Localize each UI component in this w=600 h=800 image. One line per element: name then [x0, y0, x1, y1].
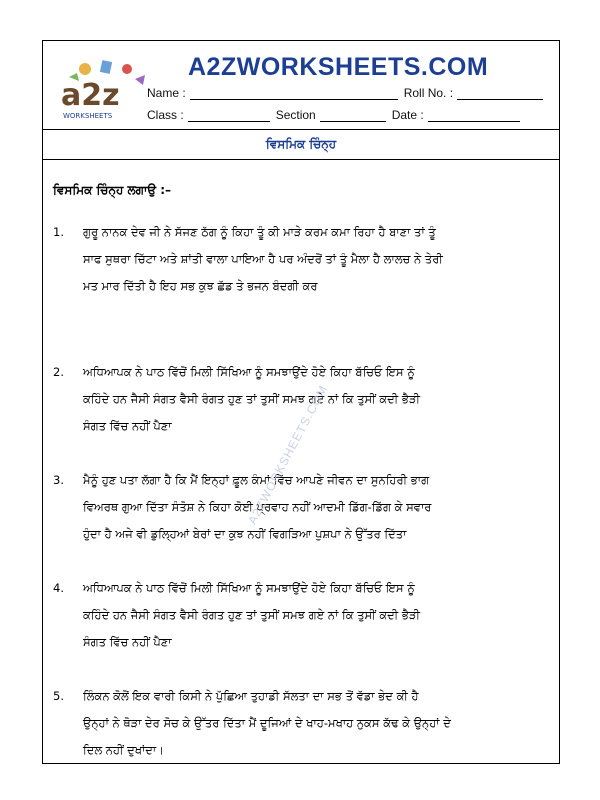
- question-line: ਕਹਿੰਦੇ ਹਨ ਜੈਸੀ ਸੰਗਤ ਵੈਸੀ ਰੰਗਤ ਹੁਣ ਤਾਂ ਤੁਸੀਂ ਸਮਝ ਗਏ ਨਾਂ ਕਿ ਤੁਸੀਂ ਕਦੀ ਭੈੜੀ: [83, 392, 420, 406]
- watermark: A2ZWORKSHEETS.COM: [245, 382, 331, 527]
- name-roll-row: [147, 86, 549, 100]
- roll-field[interactable]: [457, 88, 543, 100]
- site-brand: A2ZWORKSHEETS.COM: [188, 53, 489, 81]
- date-field[interactable]: [428, 110, 520, 122]
- question-line: ਹੁੰਦਾ ਹੈ ਅਜੇ ਵੀ ਡੁਲ੍ਹਿਆਂ ਬੇਰਾਂ ਦਾ ਕੁਝ ਨਹੀਂ ਵਿਗੜਿਆ ਪੁਸ਼ਪਾ ਨੇ ਉੱਤਰ ਦਿੱਤਾ: [83, 527, 407, 541]
- name-field[interactable]: [190, 88, 398, 100]
- question-line: ਲਿੰਕਨ ਕੋਲੋਂ ਇਕ ਵਾਰੀ ਕਿਸੀ ਨੇ ਪੁੱਛਿਆ ਤੁਹਾਡੀ ਸੱਲਤਾ ਦਾ ਸਭ ਤੋਂ ਵੱਡਾ ਭੇਦ ਕੀ ਹੈ: [83, 689, 419, 703]
- class-field[interactable]: [188, 110, 270, 122]
- question-line: ਉਨ੍ਹਾਂ ਨੇ ਥੋੜਾ ਦੇਰ ਸੋਚ ਕੇ ਉੱਤਰ ਦਿੱਤਾ ਮੈਂ ਦੂਜਿਆਂ ਦੇ ਖਾਹ-ਮਖਾਹ ਨੁਕਸ ਕੱਢ ਕੇ ਉਨ੍ਹਾਂ ਦੇ: [83, 716, 451, 730]
- question-1: [53, 219, 545, 300]
- section-field[interactable]: [320, 110, 386, 122]
- question-line: ਅਧਿਆਪਕ ਨੇ ਪਾਠ ਵਿੱਚੋਂ ਮਿਲੀ ਸਿੱਖਿਆ ਨੂੰ ਸਮਝਾਉਂਦੇ ਹੋਏ ਕਿਹਾ ਬੱਚਿਓ ਇਸ ਨੂੰ: [83, 581, 415, 595]
- class-section-date-row: [147, 108, 526, 122]
- worksheet: [42, 40, 560, 764]
- question-line: ਮੈਨੂੰ ਹੁਣ ਪਤਾ ਲੱਗਾ ਹੈ ਕਿ ਮੈਂ ਇਨ੍ਹਾਂ ਫ਼ੂਲ ਕੰਮਾਂ ਵਿੱਚ ਆਪਣੇ ਜੀਵਨ ਦਾ ਸੁਨਹਿਰੀ ਭਾਗ: [83, 473, 430, 487]
- question-line: ਅਧਿਆਪਕ ਨੇ ਪਾਠ ਵਿੱਚੋਂ ਮਿਲੀ ਸਿੱਖਿਆ ਨੂੰ ਸਮਝਾਉਂਦੇ ਹੋਏ ਕਿਹਾ ਬੱਚਿਓ ਇਸ ਨੂੰ: [83, 365, 415, 379]
- question-line: ਸਾਫ ਸੁਥਰਾ ਚਿੱਟਾ ਅਤੇ ਸ਼ਾਂਤੀ ਵਾਲਾ ਪਾਇਆ ਹੈ ਪਰ ਅੰਦਰੋਂ ਤਾਂ ਤੂੰ ਮੈਲਾ ਹੈ ਲਾਲਚ ਨੇ ਤੇਰੀ: [83, 252, 443, 266]
- question-number: 4.: [53, 581, 64, 595]
- instruction: ਵਿਸਮਿਕ ਚਿੰਨ੍ਹ ਲਗਾਉ :–: [53, 183, 172, 197]
- section-label: Section: [275, 108, 316, 122]
- question-line: ਗੁਰੂ ਨਾਨਕ ਦੇਵ ਜੀ ਨੇ ਸੱਜਣ ਠੱਗ ਨੂੰ ਕਿਹਾ ਤੂੰ ਕੀ ਮਾੜੇ ਕਰਮ ਕਮਾ ਰਿਹਾ ਹੈ ਬਾਣਾ ਤਾਂ ਤੂੰ: [83, 225, 436, 239]
- a2z-logo: [55, 55, 155, 125]
- class-label: Class :: [147, 108, 184, 122]
- question-line: ਦਿਲ ਨਹੀਂ ਦੁਖਾਂਦਾ।: [83, 743, 164, 757]
- question-number: 3.: [53, 473, 64, 487]
- worksheet-title: ਵਿਸਮਿਕ ਚਿੰਨ੍ਹ: [43, 129, 559, 160]
- question-line: ਸੰਗਤ ਵਿੱਚ ਨਹੀਂ ਪੈਣਾ: [83, 635, 172, 649]
- worksheet-header: [43, 41, 559, 130]
- logo-text: a2z: [61, 78, 120, 113]
- date-label: Date :: [391, 108, 424, 122]
- question-number: 1.: [53, 225, 64, 239]
- name-label: Name :: [147, 86, 186, 100]
- question-number: 5.: [53, 689, 64, 703]
- question-number: 2.: [53, 365, 64, 379]
- logo-subtext: WORKSHEETS: [63, 112, 113, 120]
- roll-label: Roll No. :: [403, 86, 454, 100]
- question-4: [53, 575, 545, 656]
- question-5: [53, 683, 545, 764]
- question-line: ਵਿਅਰਥ ਗੁਆ ਦਿੱਤਾ ਸੰਤੋਸ਼ ਨੇ ਕਿਹਾ ਕੋਈ ਪ੍ਰਵਾਹ ਨਹੀਂ ਆਦਮੀ ਡਿੱਗ-ਡਿੱਗ ਕੇ ਸਵਾਰ: [83, 500, 432, 514]
- question-line: ਕਹਿੰਦੇ ਹਨ ਜੈਸੀ ਸੰਗਤ ਵੈਸੀ ਰੰਗਤ ਹੁਣ ਤਾਂ ਤੁਸੀਂ ਸਮਝ ਗਏ ਨਾਂ ਕਿ ਤੁਸੀਂ ਕਦੀ ਭੈੜੀ: [83, 608, 420, 622]
- question-line: ਸੰਗਤ ਵਿੱਚ ਨਹੀਂ ਪੈਣਾ: [83, 419, 172, 433]
- question-3: [53, 467, 545, 548]
- question-line: ਮਤ ਮਾਰ ਦਿੱਤੀ ਹੈ ਇਹ ਸਭ ਕੁਝ ਛੱਡ ਤੇ ਭਜਨ ਬੰਦਗੀ ਕਰ: [83, 279, 318, 293]
